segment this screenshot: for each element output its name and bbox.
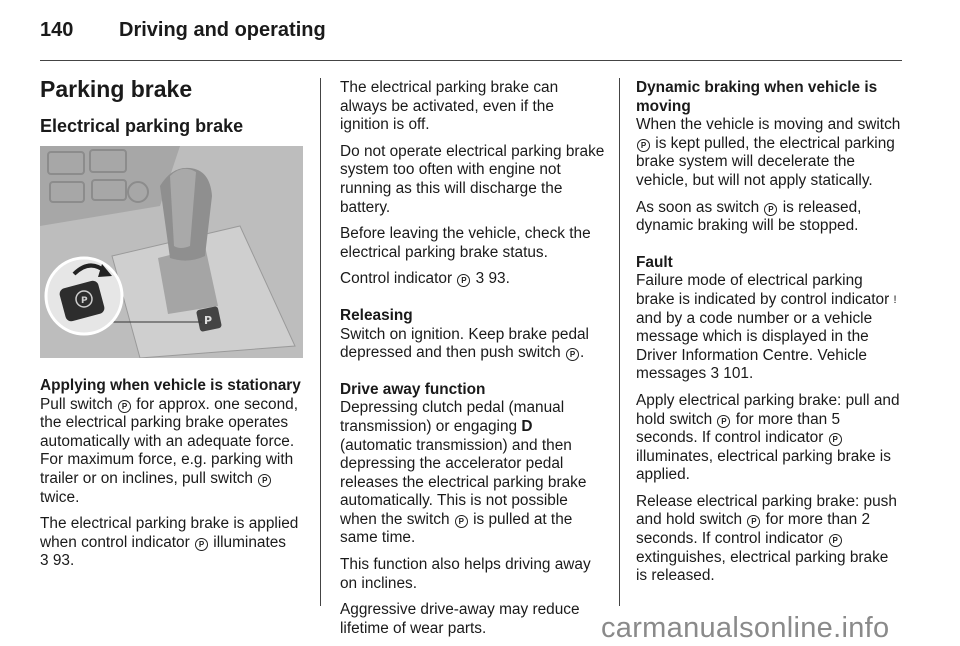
parking-brake-illustration xyxy=(40,146,303,358)
parking-brake-icon: P xyxy=(829,534,842,547)
apply-p2-text-b: illuminates xyxy=(213,533,286,551)
fault-indicator-icon: ! xyxy=(893,293,897,306)
parking-brake-icon: P xyxy=(195,538,208,551)
dynamic-paragraph-2 xyxy=(636,199,902,236)
parking-brake-icon: P xyxy=(747,515,760,528)
parking-brake-icon: P xyxy=(118,400,131,413)
releasing-text-b: . xyxy=(580,344,585,362)
column-divider-2 xyxy=(619,78,620,606)
dyn2-text-a: As soon as switch xyxy=(636,198,760,216)
releasing-paragraph xyxy=(340,326,606,363)
apply-ebrake-text-b: for more than 5 seconds. If control indicator xyxy=(636,410,841,447)
left-column xyxy=(40,377,306,579)
mid-paragraph-3: Before leaving the vehicle, check the electrical parking brake status. xyxy=(340,225,591,261)
drive-away-paragraph xyxy=(340,399,606,548)
drive-away-heading: Drive away function xyxy=(340,380,486,398)
gear-d-label: D xyxy=(521,417,533,435)
parking-brake-icon: P xyxy=(566,348,579,361)
mid-paragraph-1: The electrical parking brake can always be activated, even if the ignition is off. xyxy=(340,79,559,134)
page-reference-link[interactable]: 93. xyxy=(488,270,510,288)
parking-brake-icon: P xyxy=(457,274,470,287)
apply-p1-text-b: for approx. one second, the electrical parking brake operates automatically with an adequate force. For maximum force, e.g. parking with trailer or on inclines, pull switch xyxy=(40,395,298,487)
fault-heading: Fault xyxy=(636,253,673,271)
header-rule xyxy=(40,60,902,61)
page-title: Parking brake xyxy=(40,76,193,102)
reference-arrow-icon: 3 xyxy=(710,365,719,383)
parking-brake-icon: P xyxy=(637,139,650,152)
fault-paragraph xyxy=(636,272,902,384)
mid-paragraph-inclines: This function also helps driving away on inclines. xyxy=(340,556,591,592)
drive-text-c: is pulled at the same time. xyxy=(340,510,573,547)
apply-ebrake-text-c: illuminates, electrical parking brake is applied. xyxy=(636,447,891,484)
apply-ebrake-paragraph xyxy=(636,392,902,485)
dyn-text-b: is kept pulled, the electrical parking brake system will decelerate the vehicle, but will not apply statically. xyxy=(636,134,895,189)
mid-paragraph-2: Do not operate electrical parking brake system too often with engine not running as this will discharge the battery. xyxy=(340,142,605,216)
mid-paragraph-wear: Aggressive drive-away may reduce lifetime of wear parts. xyxy=(340,601,580,637)
page-reference-link[interactable]: 93. xyxy=(52,552,75,570)
dynamic-braking-heading: Dynamic braking when vehicle is moving xyxy=(636,79,878,115)
drive-text-b: (automatic transmission) and then depressing the accelerator pedal releases the electrical parking brake automatically. This is not possible when the switch xyxy=(340,436,587,528)
section-subtitle: Electrical parking brake xyxy=(40,116,244,136)
section-title: Driving and operating xyxy=(119,19,326,41)
drive-text-a: Depressing clutch pedal (manual transmission) or engaging xyxy=(340,399,565,435)
release-ebrake-text-b: for more than 2 seconds. If control indicator xyxy=(636,511,871,548)
dyn-text-a: When the vehicle is moving and switch xyxy=(636,116,901,134)
parking-brake-icon: P xyxy=(764,203,777,216)
page-header xyxy=(40,19,326,42)
dyn2-text-b: is released, dynamic braking will be stopped. xyxy=(636,198,862,235)
apply-p1-text-a: Pull switch xyxy=(40,395,113,413)
column-divider-1 xyxy=(320,78,321,606)
page-reference-link[interactable]: 101. xyxy=(723,365,754,383)
release-ebrake-text-c: extinguishes, electrical parking brake is released. xyxy=(636,548,889,585)
apply-p2-text-a: The electrical parking brake is applied when control indicator xyxy=(40,515,299,551)
reference-arrow-icon: 3 xyxy=(475,270,485,288)
svg-text:P: P xyxy=(204,314,213,327)
apply-ebrake-text-a: Apply electrical parking brake: pull and hold switch xyxy=(636,391,900,428)
parking-brake-icon: P xyxy=(455,515,468,528)
site-watermark: carmanualsonline.info xyxy=(601,612,890,644)
fault-text-b: and by a code number or a vehicle message which is displayed in the Driver Information Centre. Vehicle messages xyxy=(636,309,873,383)
page-number: 140 xyxy=(40,19,74,41)
parking-brake-icon: P xyxy=(829,433,842,446)
apply-heading: Applying when vehicle is stationary xyxy=(40,377,301,394)
apply-paragraph-1 xyxy=(40,396,306,508)
parking-brake-icon: P xyxy=(258,474,271,487)
mid-paragraph-4 xyxy=(340,270,606,289)
svg-text:P: P xyxy=(81,296,88,306)
fault-text-a: Failure mode of electrical parking brake is indicated by control indicator xyxy=(636,272,890,308)
apply-p1-text-c: twice. xyxy=(40,488,80,506)
middle-column xyxy=(340,79,606,646)
right-column xyxy=(636,79,902,594)
control-indicator-text: Control indicator xyxy=(340,270,453,288)
dynamic-paragraph-1 xyxy=(636,116,902,190)
apply-paragraph-2 xyxy=(40,515,306,571)
releasing-heading: Releasing xyxy=(340,306,413,324)
releasing-text-a: Switch on ignition. Keep brake pedal depressed and then push switch xyxy=(340,325,589,362)
parking-brake-icon: P xyxy=(717,415,730,428)
release-ebrake-paragraph xyxy=(636,493,902,586)
release-ebrake-text-a: Release electrical parking brake: push and hold switch xyxy=(636,492,897,529)
reference-arrow-icon: 3 xyxy=(40,552,49,570)
